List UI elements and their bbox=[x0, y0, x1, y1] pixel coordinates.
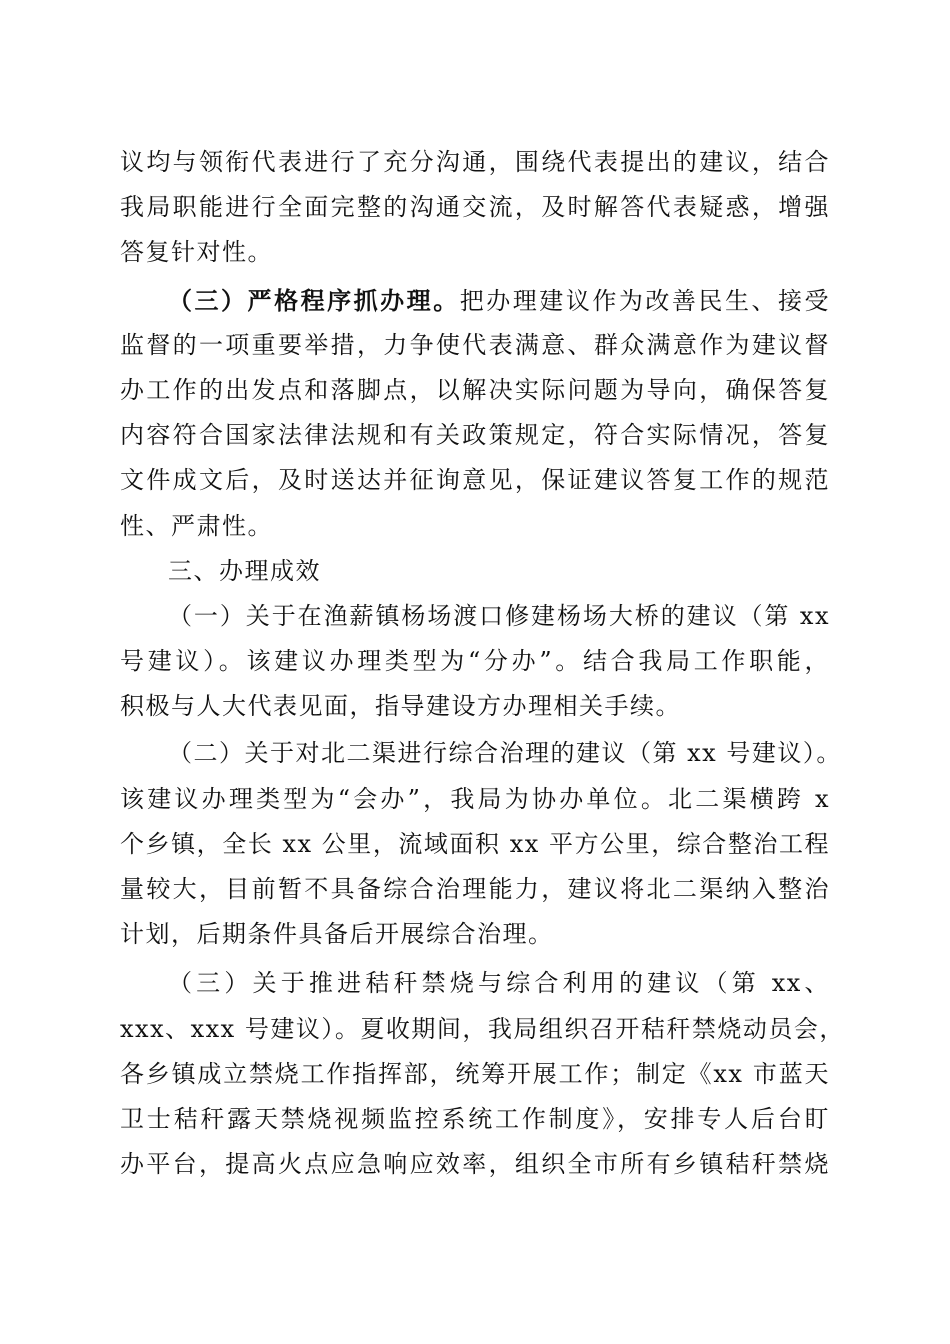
paragraph-line: 计划，后期条件具备后开展综合治理。 bbox=[120, 920, 554, 949]
paragraph-line: 卫士秸秆露天禁烧视频监控系统工作制度》，安排专人后台盯 bbox=[120, 1104, 830, 1133]
paragraph-line: 办平台，提高火点应急响应效率，组织全市所有乡镇秸秆禁烧 bbox=[120, 1150, 830, 1179]
paragraph-line: 内容符合国家法律法规和有关政策规定，符合实际情况，答复 bbox=[120, 421, 830, 450]
paragraph-line: 号建议）。该建议办理类型为“分办”。结合我局工作职能， bbox=[120, 647, 830, 676]
paragraph-line bbox=[120, 278, 830, 323]
paragraph-line: 办工作的出发点和落脚点，以解决实际问题为导向，确保答复 bbox=[120, 375, 830, 404]
paragraph-line: 积极与人大代表见面，指导建设方办理相关手续。 bbox=[120, 692, 681, 721]
paragraph-line: 该建议办理类型为“会办”，我局为协办单位。北二渠横跨 x bbox=[120, 784, 830, 813]
paragraph-line: （一）关于在渔薪镇杨场渡口修建杨场大桥的建议（第 xx bbox=[168, 601, 830, 630]
paragraph-line: 文件成文后，及时送达并征询意见，保证建议答复工作的规范 bbox=[120, 466, 830, 495]
paragraph-lead-heading: （三）严格程序抓办理。 bbox=[168, 285, 460, 315]
paragraph-line: 我局职能进行全面完整的沟通交流，及时解答代表疑惑，增强 bbox=[120, 193, 830, 222]
section-heading: 三、办理成效 bbox=[168, 556, 321, 585]
paragraph-line: xxx、xxx 号建议）。夏收期间，我局组织召开秸秆禁烧动员会， bbox=[120, 1014, 845, 1043]
paragraph-line: 议均与领衔代表进行了充分沟通，围绕代表提出的建议，结合 bbox=[120, 148, 830, 176]
paragraph-line: 量较大，目前暂不具备综合治理能力，建议将北二渠纳入整治 bbox=[120, 875, 830, 903]
paragraph-line: （三）关于推进秸秆禁烧与综合利用的建议（第 xx、 bbox=[168, 969, 830, 998]
paragraph-line: 监督的一项重要举措，力争使代表满意、群众满意作为建议督 bbox=[120, 330, 830, 359]
paragraph-line: 答复针对性。 bbox=[120, 238, 273, 267]
paragraph-line: （二）关于对北二渠进行综合治理的建议（第 xx 号建议）。 bbox=[168, 739, 842, 768]
paragraph-line: 性、严肃性。 bbox=[120, 511, 273, 540]
paragraph-line: 个乡镇，全长 xx 公里，流域面积 xx 平方公里，综合整治工程 bbox=[120, 829, 830, 858]
document-body bbox=[120, 140, 845, 1187]
paragraph-line: 各乡镇成立禁烧工作指挥部，统筹开展工作；制定《xx 市蓝天 bbox=[120, 1059, 830, 1088]
paragraph-text: 把办理建议作为改善民生、接受 bbox=[459, 286, 831, 315]
